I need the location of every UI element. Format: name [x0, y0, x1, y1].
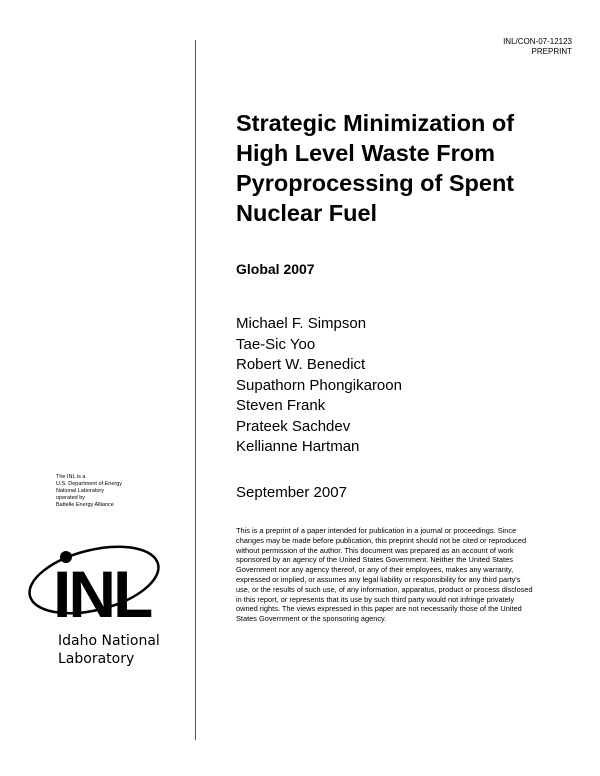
report-type: PREPRINT — [531, 47, 572, 56]
author: Prateek Sachdev — [236, 417, 351, 435]
author: Kellianne Hartman — [236, 438, 360, 455]
operator-line: U.S. Department of Energy — [56, 481, 123, 487]
author: Steven Frank — [236, 397, 326, 414]
laboratory-name — [58, 632, 160, 668]
lab-name-line: Laboratory — [58, 651, 135, 667]
vertical-divider — [195, 40, 196, 740]
report-number: INL/CON-07-12123 — [503, 37, 572, 46]
conference-name: Global 2007 — [236, 261, 315, 277]
author-list — [236, 314, 402, 458]
logo-wordmark: INL — [53, 557, 151, 625]
author: Robert W. Benedict — [236, 356, 366, 373]
author: Tae-Sic Yoo — [236, 335, 316, 353]
operator-statement — [56, 474, 122, 509]
author: Michael F. Simpson — [236, 315, 367, 332]
operator-line: operated by — [56, 495, 86, 501]
author: Supathorn Phongikaroon — [236, 376, 402, 394]
publication-date: September 2007 — [236, 484, 347, 501]
inl-logo — [24, 535, 164, 625]
disclaimer-text: This is a preprint of a paper intended for publication in a journal or proceedings. Since changes may be made before publication, this preprint should not be cited or reproduced without permission of the author. This document was prepared as an account of work sponsored by an agency of the United States Government. Neither the United States Government nor any agency thereof, or any of their employees, makes any warranty, expressed or implied, or assumes any legal liability or responsibility for any third party's use, or the results of such use, of any information, apparatus, product or process disclosed in this report, or represents that its use by such third party would not infringe privately owned rights. The views expressed in this paper are not necessarily those of the United States Government or the sponsoring agency. — [236, 526, 533, 624]
title-line: Nuclear Fuel — [236, 200, 378, 226]
lab-name-line: Idaho National — [58, 633, 160, 649]
document-title — [236, 108, 581, 228]
title-line: High Level Waste From — [236, 140, 495, 166]
title-line: Strategic Minimization of — [236, 110, 515, 136]
title-line: Pyroprocessing of Spent — [236, 170, 515, 196]
operator-line: Battelle Energy Alliance — [56, 502, 114, 508]
operator-line: The INL is a — [56, 474, 86, 480]
report-identifier — [372, 37, 572, 57]
operator-line: National Laboratory — [56, 488, 105, 494]
